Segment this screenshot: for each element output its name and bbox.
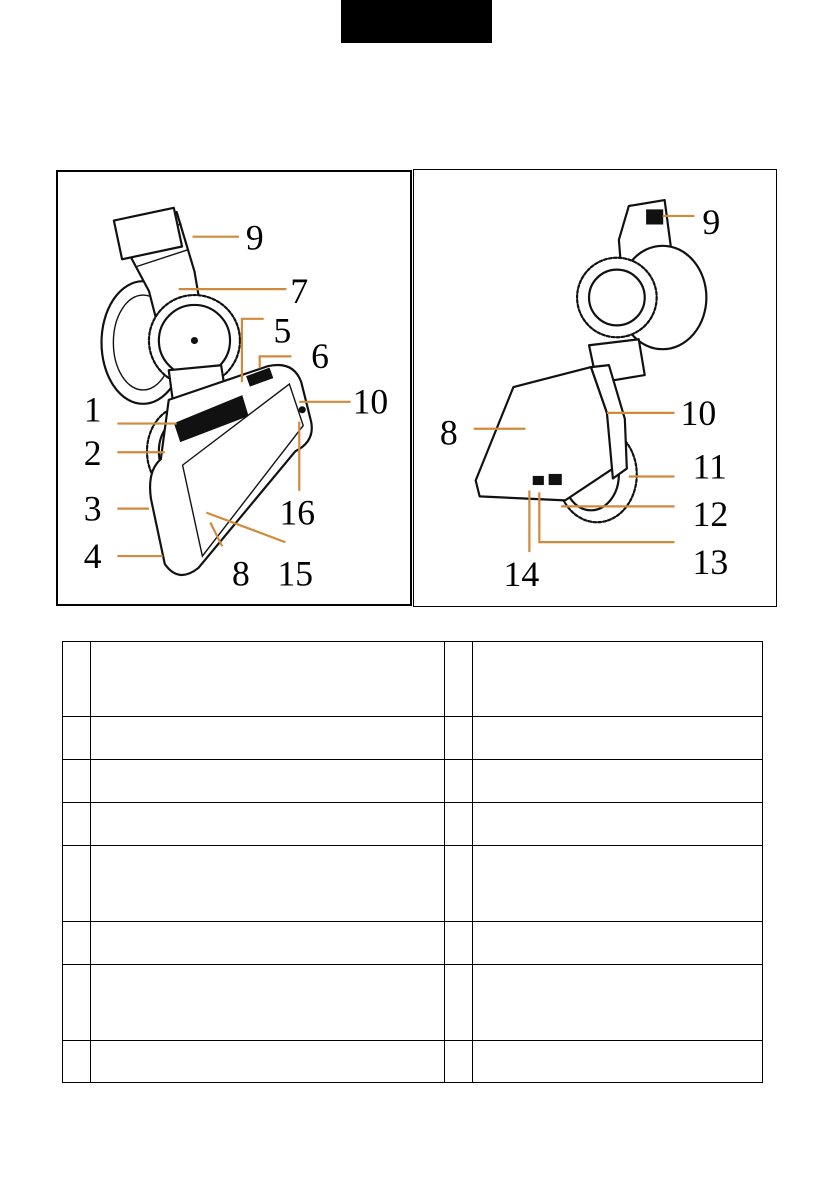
part-number-cell bbox=[445, 922, 473, 965]
callout-number: 12 bbox=[692, 494, 729, 535]
figure-front-view bbox=[56, 170, 412, 606]
part-description-cell bbox=[473, 717, 763, 760]
section-header-bar bbox=[341, 0, 492, 43]
part-number-cell bbox=[445, 642, 473, 717]
callout-number: 6 bbox=[311, 336, 329, 377]
rear-view-drawing bbox=[414, 170, 776, 606]
table-row bbox=[63, 760, 763, 803]
part-number-cell bbox=[63, 1041, 91, 1083]
table-row bbox=[63, 803, 763, 846]
part-description-cell bbox=[473, 922, 763, 965]
part-description-cell bbox=[91, 1041, 445, 1083]
part-description-cell bbox=[473, 760, 763, 803]
part-number-cell bbox=[445, 846, 473, 922]
part-description-cell bbox=[473, 846, 763, 922]
front-view-drawing bbox=[58, 172, 410, 604]
part-number-cell bbox=[63, 642, 91, 717]
callout-number: 4 bbox=[83, 535, 102, 576]
callout-number: 1 bbox=[83, 389, 102, 430]
callout-number: 5 bbox=[273, 310, 292, 351]
gear-dial-illustration bbox=[577, 258, 657, 338]
part-number-cell bbox=[63, 922, 91, 965]
callout-number: 8 bbox=[439, 412, 458, 453]
part-number-cell bbox=[445, 1041, 473, 1083]
table-row bbox=[63, 846, 763, 922]
part-number-cell bbox=[445, 803, 473, 846]
part-number-cell bbox=[445, 717, 473, 760]
callout-number: 13 bbox=[692, 541, 729, 582]
parts-table bbox=[62, 641, 763, 1083]
table-row bbox=[63, 965, 763, 1041]
part-description-cell bbox=[91, 717, 445, 760]
part-description-cell bbox=[91, 846, 445, 922]
part-number-cell bbox=[445, 760, 473, 803]
callout-number: 2 bbox=[83, 433, 102, 474]
callout-number: 10 bbox=[352, 381, 389, 422]
callout-number: 11 bbox=[692, 446, 727, 487]
part-description-cell bbox=[473, 965, 763, 1041]
part-description-cell bbox=[91, 965, 445, 1041]
part-number-cell bbox=[63, 760, 91, 803]
table-row bbox=[63, 922, 763, 965]
callout-number: 9 bbox=[245, 217, 264, 258]
figure-rear-view bbox=[413, 169, 777, 607]
part-description-cell bbox=[473, 803, 763, 846]
part-number-cell bbox=[63, 846, 91, 922]
part-description-cell bbox=[91, 760, 445, 803]
callout-number: 10 bbox=[680, 392, 717, 433]
callout-number: 9 bbox=[702, 201, 721, 242]
part-number-cell bbox=[63, 803, 91, 846]
callout-number: 8 bbox=[232, 553, 250, 594]
part-description-cell bbox=[473, 642, 763, 717]
part-number-cell bbox=[445, 965, 473, 1041]
table-row bbox=[63, 717, 763, 760]
table-row bbox=[63, 1041, 763, 1083]
callout-number: 14 bbox=[503, 553, 540, 594]
part-number-cell bbox=[63, 717, 91, 760]
callout-number: 16 bbox=[279, 492, 316, 533]
part-description-cell bbox=[91, 803, 445, 846]
callout-number: 15 bbox=[277, 553, 314, 594]
callout-number: 3 bbox=[83, 488, 102, 529]
part-description-cell bbox=[91, 642, 445, 717]
callout-number: 7 bbox=[290, 270, 309, 311]
table-row bbox=[63, 642, 763, 717]
part-number-cell bbox=[63, 965, 91, 1041]
part-description-cell bbox=[91, 922, 445, 965]
part-description-cell bbox=[473, 1041, 763, 1083]
